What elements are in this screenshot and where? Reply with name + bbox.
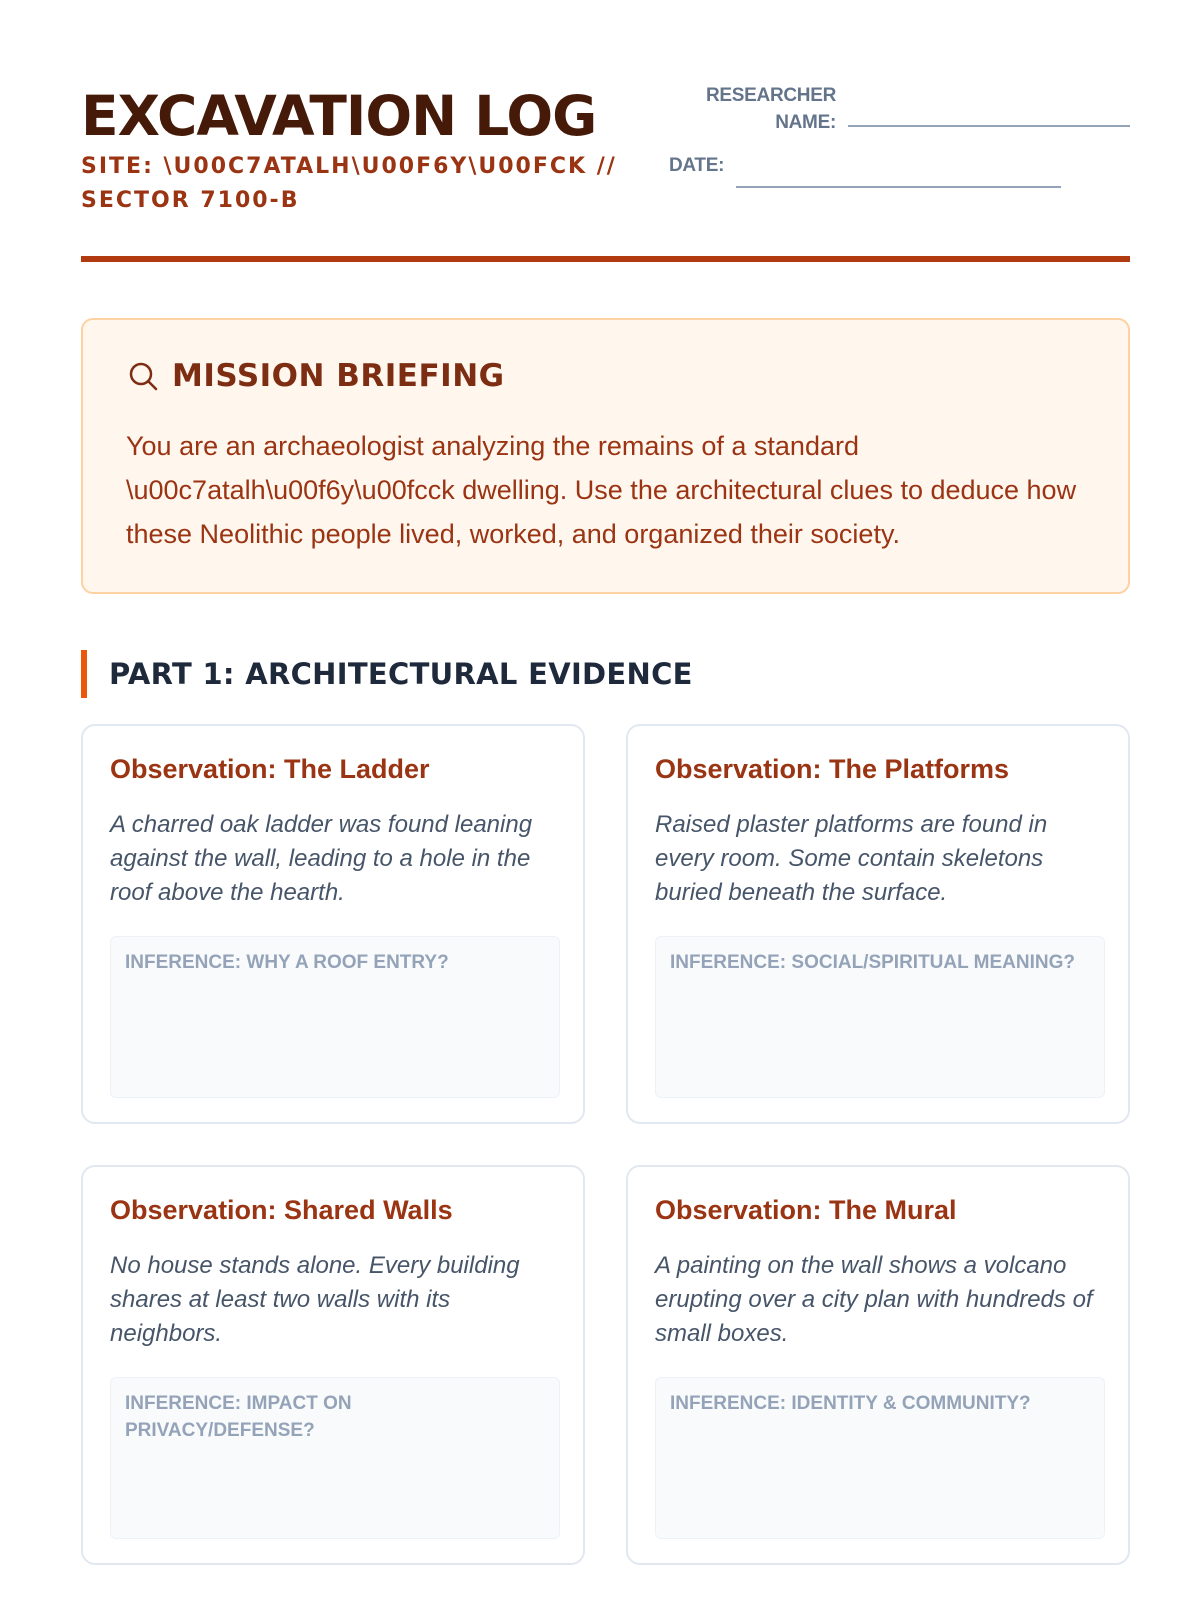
page-header [81,84,1130,264]
card-text: Raised plaster platforms are found in every room. Some contain skeletons buried beneath the surface. [655,811,1048,906]
briefing-header [126,358,505,394]
date-field[interactable] [736,186,1061,188]
page-title: EXCAVATION LOG [81,84,597,148]
section-header-part1 [81,650,693,698]
briefing-title: MISSION BRIEFING [172,358,505,394]
section-title: PART 1: ARCHITECTURAL EVIDENCE [109,657,693,691]
date-label: DATE: [669,155,725,176]
researcher-name-field[interactable] [848,125,1130,127]
card-title: Observation: The Mural [655,1195,957,1225]
observation-card-ladder [81,724,585,1124]
card-title: Observation: The Ladder [110,754,430,784]
observation-card-platforms [626,724,1130,1124]
observation-card-shared-walls [81,1165,585,1565]
inference-answer-box[interactable] [110,1377,560,1539]
magnifier-icon [126,359,160,393]
inference-label: INFERENCE: SOCIAL/SPIRITUAL MEANING? [670,952,1075,973]
site-subtitle: SITE: \U00C7ATALH\U00F6Y\U00FCK // SECTOR 7100-B [81,154,617,213]
inference-label: INFERENCE: WHY A ROOF ENTRY? [125,952,449,973]
card-text: No house stands alone. Every building shares at least two walls with its neighbors. [110,1252,520,1347]
mission-briefing [81,318,1130,594]
section-accent-bar [81,650,87,698]
card-title: Observation: Shared Walls [110,1195,453,1225]
card-title: Observation: The Platforms [655,754,1010,784]
inference-answer-box[interactable] [655,936,1105,1098]
briefing-text: You are an archaeologist analyzing the remains of a standard \u00c7atalh\u00f6y\u00fcck dwelling. Use the architectural clues to deduce how these Neolithic people lived, worked, and organized their society. [126,431,1077,549]
researcher-fields [669,85,1130,198]
inference-answer-box[interactable] [655,1377,1105,1539]
inference-label: INFERENCE: IMPACT ON PRIVACY/DEFENSE? [125,1393,352,1441]
card-text: A charred oak ladder was found leaning against the wall, leading to a hole in the roof above the hearth. [110,811,533,906]
inference-label: INFERENCE: IDENTITY & COMMUNITY? [670,1393,1031,1414]
researcher-name-label: RESEARCHER NAME: [706,85,837,133]
header-divider [81,256,1130,262]
observation-card-mural [626,1165,1130,1565]
inference-answer-box[interactable] [110,936,560,1098]
card-text: A painting on the wall shows a volcano erupting over a city plan with hundreds of small boxes. [655,1252,1093,1347]
